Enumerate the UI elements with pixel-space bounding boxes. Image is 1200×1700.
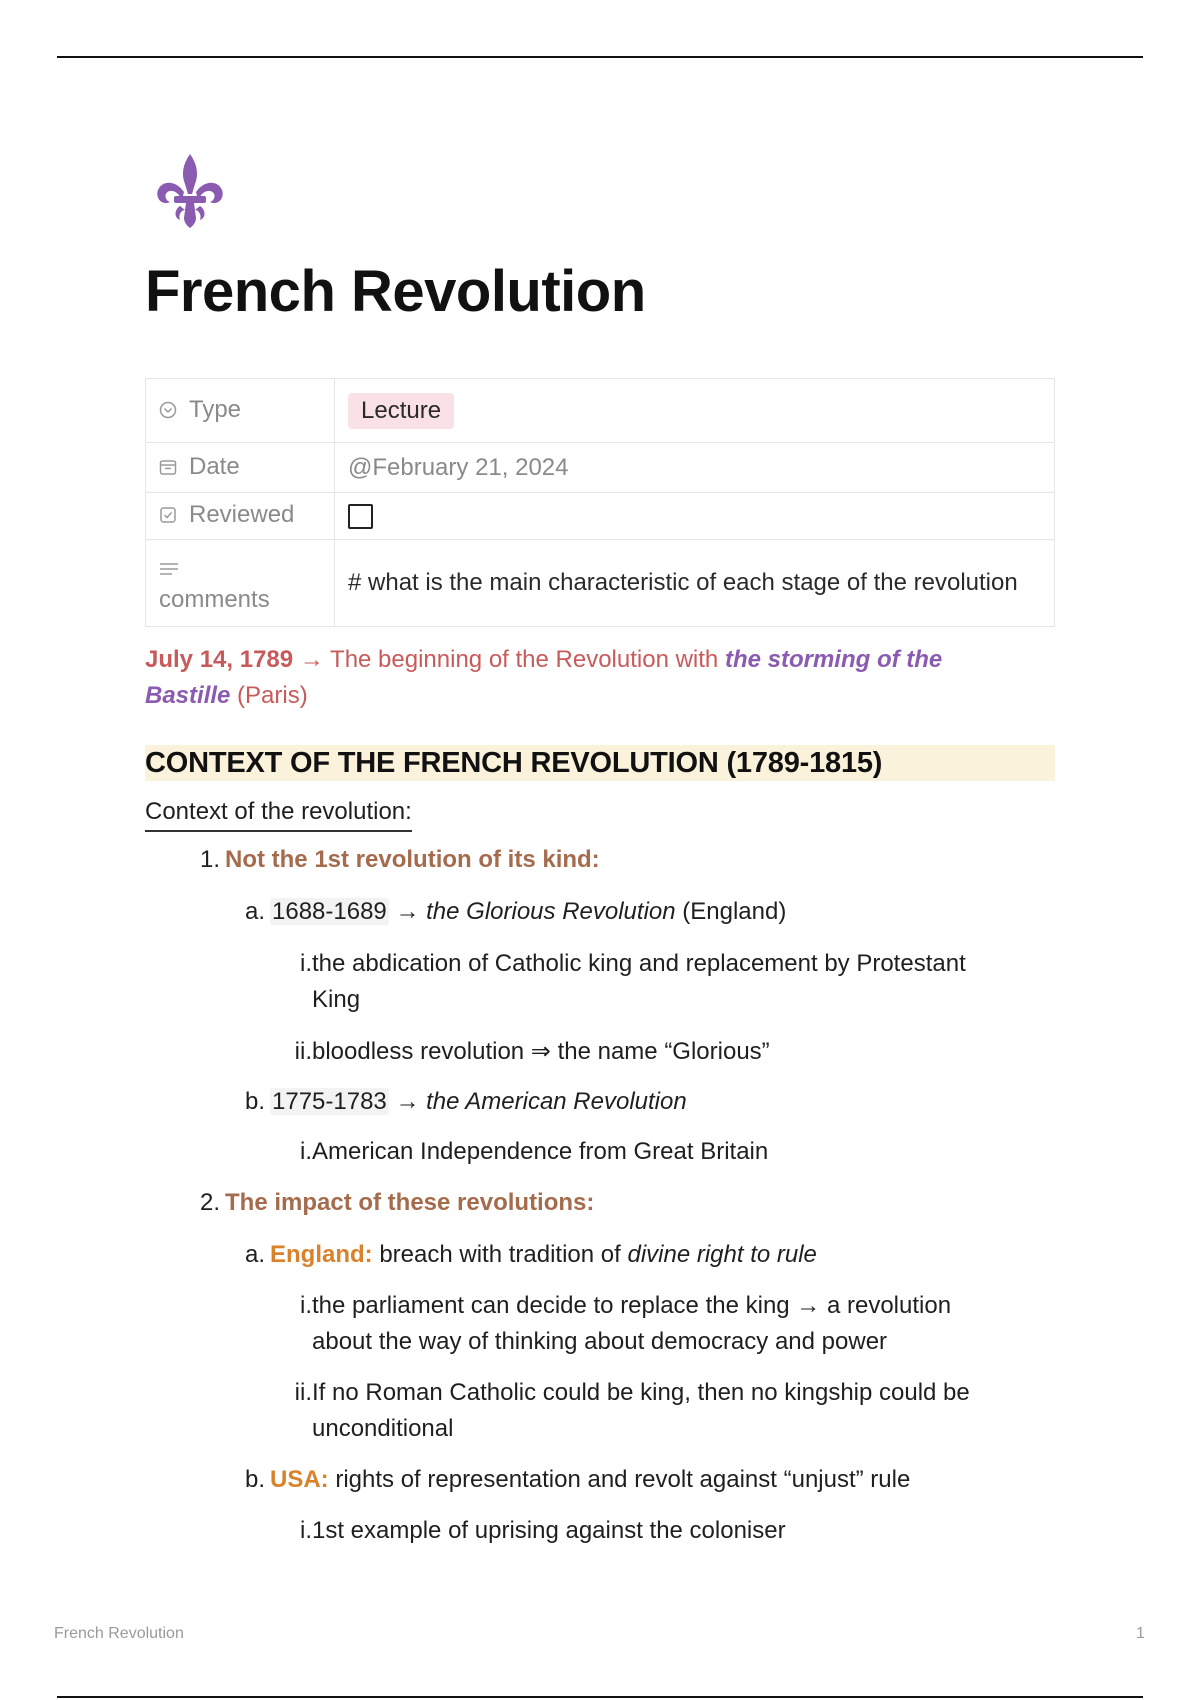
properties-table bbox=[145, 378, 1055, 627]
country-label: USA: bbox=[270, 1466, 329, 1493]
list-marker: i. bbox=[300, 950, 312, 977]
callout-emphasis: the storming of the Bastille bbox=[145, 646, 943, 709]
page-number: 1 bbox=[1136, 1625, 1145, 1642]
callout-tail: (Paris) bbox=[230, 682, 308, 709]
list-marker: i. bbox=[300, 1138, 312, 1165]
list-item-text: American Independence from Great Britain bbox=[312, 1138, 769, 1165]
section-heading: CONTEXT OF THE FRENCH REVOLUTION (1789-1815) bbox=[145, 745, 1055, 781]
top-rule bbox=[57, 56, 1143, 58]
property-label-type: Type bbox=[189, 395, 242, 423]
list-marker: b. bbox=[244, 1466, 265, 1493]
list-item-text: the abdication of Catholic king and replacement by Protestant bbox=[312, 950, 966, 977]
comments-value[interactable]: # what is the main characteristic of each stage of the revolution bbox=[348, 569, 1018, 596]
list-marker: b. bbox=[244, 1088, 265, 1115]
list-marker: ii. bbox=[294, 1038, 312, 1065]
callout-text: → The beginning of the Revolution with bbox=[293, 646, 725, 673]
property-row-type bbox=[146, 379, 1055, 443]
callout-line bbox=[145, 642, 1025, 714]
date-value[interactable]: @February 21, 2024 bbox=[348, 453, 569, 481]
section-subheading: Context of the revolution: bbox=[145, 794, 412, 832]
event-name: the Glorious Revolution bbox=[426, 898, 676, 925]
list-marker: 2. bbox=[199, 1189, 220, 1216]
list-marker: i. bbox=[300, 1292, 312, 1319]
calendar-icon bbox=[159, 458, 177, 476]
text-property-icon bbox=[159, 561, 179, 577]
property-label-date: Date bbox=[189, 452, 240, 480]
callout-date: July 14, 1789 bbox=[145, 646, 294, 673]
list-marker: ii. bbox=[294, 1379, 312, 1406]
list-marker: 1. bbox=[199, 846, 220, 873]
list-item-text: The impact of these revolutions: bbox=[225, 1189, 595, 1216]
select-property-icon bbox=[159, 401, 177, 419]
bottom-rule bbox=[57, 1696, 1143, 1698]
reviewed-checkbox[interactable] bbox=[348, 504, 373, 529]
country-label: England: bbox=[270, 1241, 373, 1268]
list-item-text: If no Roman Catholic could be king, then no kingship could be bbox=[312, 1379, 970, 1406]
list-item-text: Not the 1st revolution of its kind: bbox=[225, 846, 600, 873]
checkbox-property-icon bbox=[159, 506, 177, 524]
property-row-date bbox=[146, 443, 1055, 493]
list-item-text: 1st example of uprising against the coloniser bbox=[312, 1517, 786, 1544]
list-marker: a. bbox=[244, 1241, 265, 1268]
property-label-reviewed: Reviewed bbox=[189, 501, 295, 528]
list-item-text: bloodless revolution ⇒ the name “Glorious” bbox=[312, 1038, 770, 1065]
footer-title: French Revolution bbox=[54, 1625, 184, 1642]
property-row-reviewed bbox=[146, 493, 1055, 540]
list-marker: a. bbox=[244, 898, 265, 925]
page-title: French Revolution bbox=[145, 259, 646, 324]
list-item-text: the parliament can decide to replace the king → a revolution bbox=[312, 1292, 952, 1319]
list-marker: i. bbox=[300, 1517, 312, 1544]
event-name: the American Revolution bbox=[426, 1088, 687, 1115]
type-tag[interactable]: Lecture bbox=[348, 393, 454, 429]
property-label-comments: comments bbox=[159, 586, 270, 613]
fleur-de-lis-icon bbox=[150, 150, 230, 230]
date-range: 1688-1689 bbox=[272, 898, 387, 925]
date-range: 1775-1783 bbox=[272, 1088, 387, 1115]
property-row-comments bbox=[146, 540, 1055, 627]
